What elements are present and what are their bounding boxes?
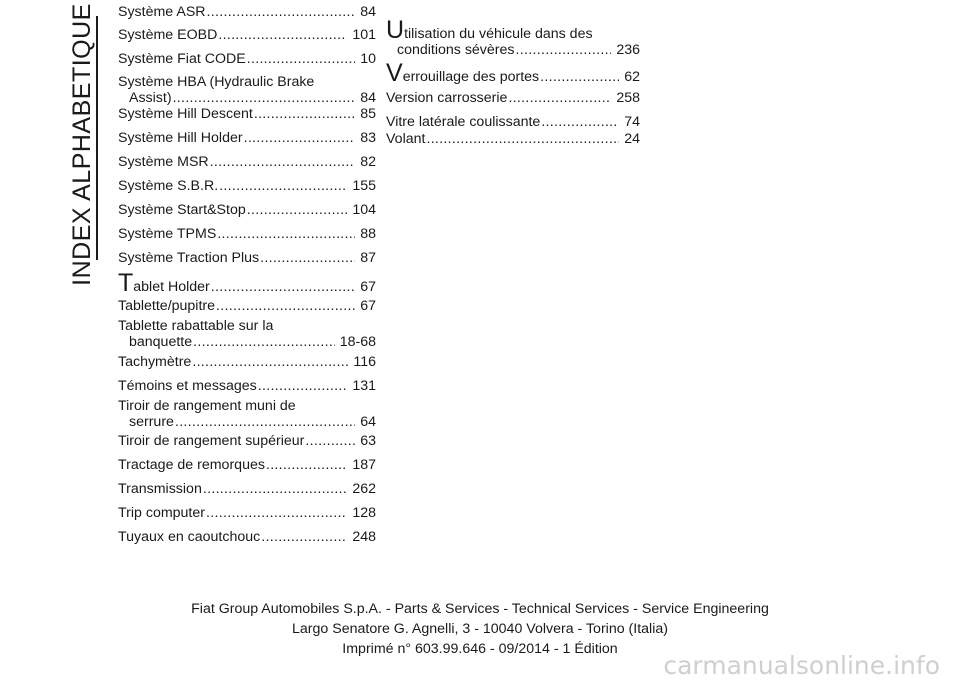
index-entry-line [118,354,376,370]
dot-leader [206,505,347,521]
index-entry [118,178,376,194]
index-entry [118,269,376,297]
section-initial-letter: T [118,269,134,297]
index-term: ablet Holder [133,279,210,295]
index-entry [118,27,376,43]
index-entry-line [118,457,376,473]
page-number: 187 [352,457,376,473]
page-number: 84 [360,4,376,20]
index-entry-line [118,334,376,350]
index-term: Tiroir de rangement supérieur [118,433,305,449]
index-term: Tractage de remorques [118,457,265,473]
index-term: Système Traction Plus [118,250,260,266]
page-number: 116 [353,354,376,370]
index-term: Vitre latérale coulissante [386,114,541,130]
dot-leader [218,27,347,43]
dot-leader [211,279,355,295]
footer-line-3: Imprimé n° 603.99.646 - 09/2014 - 1 Édition [342,641,618,657]
page-number: 24 [624,131,640,147]
dot-leader [219,178,347,194]
index-term: Système Hill Holder [118,130,243,146]
index-entry-line [118,90,376,106]
dot-leader [207,4,356,20]
index-term: banquette [129,334,193,350]
page-number: 258 [616,90,640,106]
index-term: Système Start&Stop [118,202,246,218]
index-term: Système Fiat CODE [118,51,246,67]
section-initial-letter: U [386,16,405,44]
index-term: tilisation du véhicule dans des [404,26,593,42]
page-number: 128 [352,505,376,521]
index-term: Système Hill Descent [118,106,253,122]
index-entry [118,202,376,218]
page-number: 236 [616,42,640,58]
index-entry [118,354,376,370]
index-entry-line [386,59,640,87]
index-term: Système TPMS [118,226,217,242]
watermark-text: carmanualsonline.info [663,651,940,680]
index-term: errouillage des portes [402,69,540,85]
index-term: Système MSR [118,154,209,170]
index-entry [118,481,376,497]
dot-leader [261,529,347,545]
dot-leader [305,433,355,449]
index-term: conditions sévères [397,42,515,58]
index-entry-line [118,505,376,521]
index-entry [118,226,376,242]
index-entry [386,131,640,147]
index-entry-line [118,226,376,242]
index-entry-line [386,114,640,130]
page-number: 83 [360,130,376,146]
index-term: Version carrosserie [386,90,508,106]
index-term: Volant [386,131,426,147]
index-entry [118,457,376,473]
page-number: 262 [352,481,376,497]
index-entry [118,4,376,20]
page-number: 85 [360,106,376,122]
index-entry-line [118,481,376,497]
index-entry-line [118,51,376,67]
index-term: Système S.B.R. [118,178,219,194]
dot-leader [258,378,348,394]
index-entry-line [118,130,376,146]
index-entry-line [118,414,376,430]
dot-leader [516,42,612,58]
index-entry-line [118,378,376,394]
page-number: 155 [352,178,376,194]
index-entry [386,114,640,130]
dot-leader [260,250,355,266]
index-entry-line [386,90,640,106]
dot-leader [247,202,348,218]
index-entry-line [118,27,376,43]
dot-leader [216,298,355,314]
page-number: 67 [360,279,376,295]
page-number: 131 [352,378,376,394]
dot-leader [203,481,347,497]
index-entry-line [118,529,376,545]
dot-leader [508,90,611,106]
footer-line-2: Largo Senatore G. Agnelli, 3 - 10040 Volvera - Torino (Italia) [292,621,668,637]
index-entry [118,505,376,521]
index-entry-line [118,154,376,170]
index-entry [118,51,376,67]
dot-leader [254,106,355,122]
index-term: Tachymètre [118,354,192,370]
index-entry-line [118,250,376,266]
index-term: Tablette/pupitre [118,298,216,314]
page-number: 10 [360,51,376,67]
index-term: Tablette rabattable sur la [118,318,274,334]
index-term: serrure [129,414,174,430]
page-number: 248 [352,529,376,545]
page-number: 18-68 [339,334,376,350]
dot-leader [210,154,356,170]
dot-leader [266,457,347,473]
index-entry-line [386,42,640,58]
index-entry [118,398,376,430]
page-number: 62 [624,69,640,85]
index-entry [118,74,376,106]
dot-leader [540,69,619,85]
index-term: Transmission [118,481,202,497]
page-number: 87 [360,250,376,266]
page-number: 63 [360,433,376,449]
footer-line-1: Fiat Group Automobiles S.p.A. - Parts & Services - Technical Services - Service Engineering [191,601,769,617]
index-entry-line [118,269,376,297]
index-term: Système EOBD [118,27,218,43]
dot-leader [193,334,335,350]
index-entry [118,250,376,266]
publisher-footer [120,599,840,659]
index-entry-line [118,4,376,20]
index-entry [118,529,376,545]
dot-leader [173,90,356,106]
index-term: Témoins et messages [118,378,257,394]
index-entry [118,106,376,122]
index-entry [118,298,376,314]
dot-leader [217,226,355,242]
index-entry-line [118,433,376,449]
dot-leader [541,114,619,130]
index-entry [118,154,376,170]
index-entry-line [118,298,376,314]
page-number: 67 [360,298,376,314]
section-initial-letter: V [386,59,403,87]
index-entry-line [386,131,640,147]
index-term: Système ASR [118,4,206,20]
index-entry-line [118,202,376,218]
index-title-rule [96,16,98,260]
index-term: Tuyaux en caoutchouc [118,529,261,545]
index-entry-line [386,16,640,44]
page-number: 84 [360,90,376,106]
page-number: 74 [624,114,640,130]
page-number: 64 [360,414,376,430]
index-term: Tiroir de rangement muni de [118,398,296,414]
index-entry [386,90,640,106]
index-entry-line [118,106,376,122]
index-term: Assist) [129,90,172,106]
index-entry [118,433,376,449]
page-number: 88 [360,226,376,242]
page-number: 104 [352,202,376,218]
index-entry-line [118,318,376,334]
page-number: 82 [360,154,376,170]
index-entry [386,59,640,87]
dot-leader [426,131,619,147]
index-title-text: INDEX ALPHABETIQUE [67,2,96,286]
index-entry-line [118,398,376,414]
index-entry [386,16,640,58]
dot-leader [192,354,348,370]
dot-leader [244,130,356,146]
index-entry [118,318,376,350]
dot-leader [175,414,355,430]
page-number: 101 [352,27,376,43]
index-entry [118,130,376,146]
index-entry [118,378,376,394]
index-entry-line [118,74,376,90]
index-term: Trip computer [118,505,205,521]
dot-leader [247,51,356,67]
index-term: Système HBA (Hydraulic Brake [118,74,315,90]
index-entry-line [118,178,376,194]
